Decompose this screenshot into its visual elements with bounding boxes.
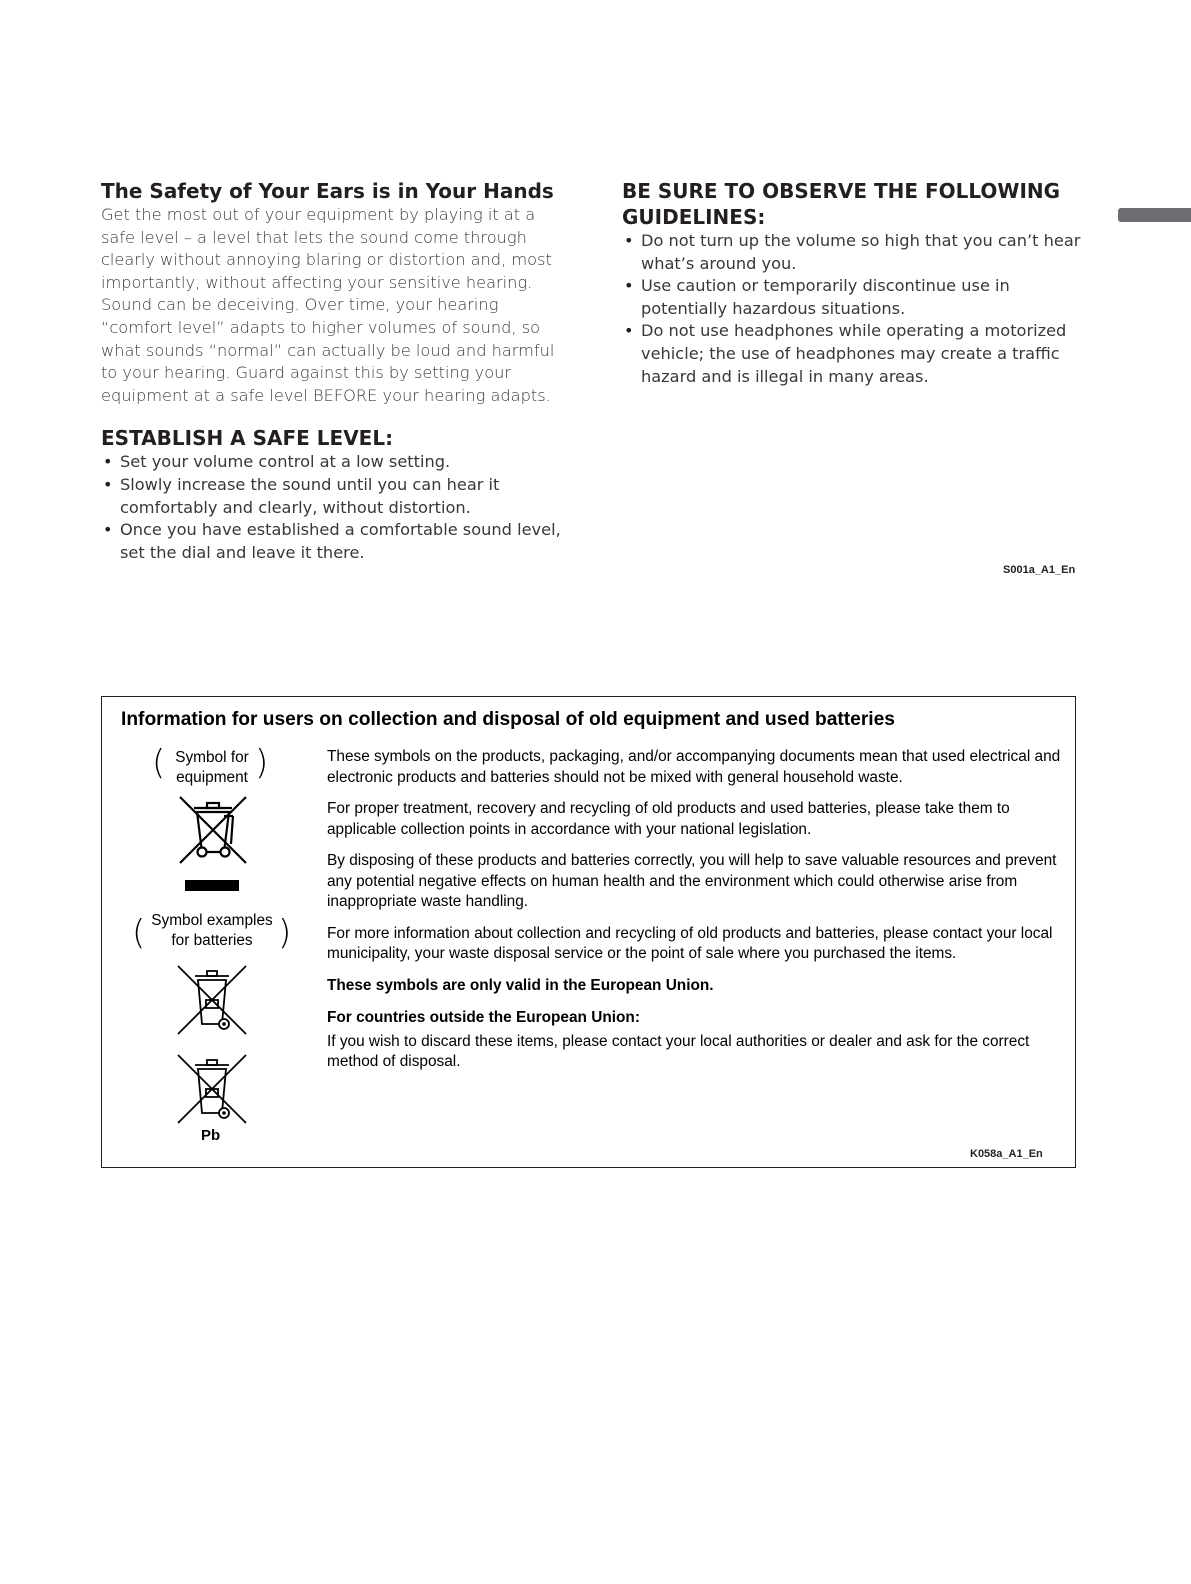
eu-only-notice: These symbols are only valid in the European Union. bbox=[327, 976, 714, 994]
disposal-symbols-column bbox=[102, 697, 322, 1167]
crossed-out-bin-pb-icon bbox=[176, 1051, 248, 1127]
open-paren-icon: ( bbox=[152, 743, 166, 783]
hearing-safety-section bbox=[101, 178, 571, 564]
crossed-out-bin-icon bbox=[177, 794, 249, 866]
disposal-paragraph: For more information about collection and recycling of old products and batteries, please contact your local municipality, your waste disposal service or the point of sale where you purchased the items. bbox=[327, 924, 1053, 962]
list-item: • Once you have established a comfortable sound level, set the dial and leave it there. bbox=[101, 519, 571, 564]
list-item: • Slowly increase the sound until you can hear it comfortably and clearly, without distortion. bbox=[101, 474, 571, 519]
list-item: • Use caution or temporarily discontinue use in potentially hazardous situations. bbox=[622, 275, 1092, 320]
hearing-safety-intro: Get the most out of your equipment by playing it at a safe level – a level that lets the sound come through clearly without annoying blaring or distortion and, most importantly, without affecting your sensitive hearing. Sound can be deceiving. Over time, your hearing “comfort level” adapts to higher volumes of sound, so what sounds “normal” can actually be loud and harmful to your hearing. Guard against this by setting your equipment at a safe level BEFORE your hearing adapts. bbox=[101, 205, 555, 405]
open-paren-icon: ( bbox=[132, 913, 146, 953]
close-paren-icon: ) bbox=[255, 743, 269, 783]
guidelines-heading: BE SURE TO OBSERVE THE FOLLOWING GUIDELINES: bbox=[622, 179, 1061, 229]
disposal-paragraph: These symbols on the products, packaging, and/or accompanying documents mean that used electrical and electronic products and batteries should not be mixed with general household waste. bbox=[327, 748, 1061, 786]
list-item: • Set your volume control at a low setting. bbox=[101, 451, 571, 474]
guidelines-section bbox=[622, 178, 1092, 388]
disposal-info-box bbox=[101, 696, 1076, 1168]
document-code-k058a: K058a_A1_En bbox=[970, 1148, 1043, 1160]
caption-line: Symbol for bbox=[175, 749, 249, 766]
batteries-symbol-caption bbox=[142, 911, 282, 951]
pb-label: Pb bbox=[201, 1127, 221, 1144]
list-item: • Do not turn up the volume so high that you can’t hear what’s around you. bbox=[622, 230, 1092, 275]
caption-line: for batteries bbox=[171, 932, 253, 949]
hearing-safety-heading: The Safety of Your Ears is in Your Hands bbox=[101, 179, 554, 203]
crossed-out-bin-icon bbox=[176, 962, 248, 1036]
disposal-paragraph: By disposing of these products and batteries correctly, you will help to save valuable resources and prevent any potential negative effects on human health and the environment which could otherwise arise from inappropriate waste handling. bbox=[327, 852, 1057, 910]
caption-line: equipment bbox=[176, 769, 248, 786]
safe-level-heading: ESTABLISH A SAFE LEVEL: bbox=[101, 426, 394, 451]
document-code-s001a: S001a_A1_En bbox=[1003, 564, 1076, 576]
disposal-paragraph: For proper treatment, recovery and recycling of old products and used batteries, please take them to applicable collection points in accordance with your national legislation. bbox=[327, 800, 1010, 838]
close-paren-icon: ) bbox=[278, 913, 292, 953]
section-tab-marker bbox=[1118, 208, 1191, 222]
disposal-info-text bbox=[327, 747, 1062, 1084]
list-item: • Do not use headphones while operating a motorized vehicle; the use of headphones may create a traffic hazard and is illegal in many areas. bbox=[622, 320, 1092, 388]
outside-eu-text: If you wish to discard these items, please contact your local authorities or dealer and ask for the correct method of disposal. bbox=[327, 1032, 1030, 1070]
caption-line: Symbol examples bbox=[151, 912, 273, 929]
safe-level-list bbox=[101, 451, 571, 564]
guidelines-list bbox=[622, 230, 1092, 388]
outside-eu-heading: For countries outside the European Union: bbox=[327, 1009, 640, 1026]
disposal-info-title: Information for users on collection and disposal of old equipment and used batteries bbox=[121, 709, 895, 730]
solid-bar-icon bbox=[185, 880, 239, 891]
equipment-symbol-caption bbox=[164, 748, 260, 788]
